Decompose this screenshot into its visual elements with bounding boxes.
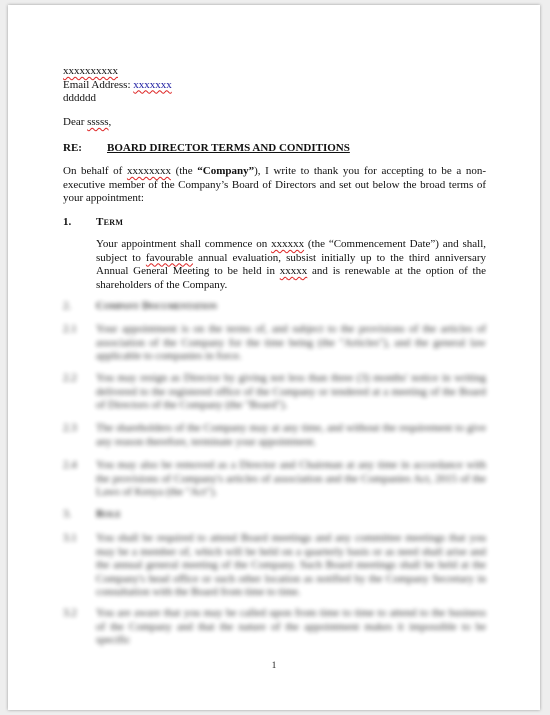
clause-2-3: The shareholders of the Company may at any time, and without the requirement to give any reason therefore, terminate your appointment. [96,422,486,448]
re-title: BOARD DIRECTOR TERMS AND CONDITIONS [107,142,350,154]
clause-3-1: You shall be required to attend Board meetings and any committee meetings that you may be a member of, which will be held on a quarterly basis or as need shall arise and the annual general meeting of the Company. Such Board meetings shall be held at the Company's head office or such other location as notified by the Company Secretary in consultation with the Board from time to time. [96,532,486,599]
email-label: Email Address: [63,78,131,91]
section-1-number: 1. [63,216,72,228]
salutation: Dear sssss, [63,116,112,128]
section-3-number: 3. [63,508,72,520]
clause-2-2-number: 2.2 [63,372,77,384]
clause-3-2-number: 3.2 [63,607,77,619]
clause-2-1: Your appointment is on the terms of, and subject to the provisions of the articles of association of the Company for the time being (the "Articles"), and the general law applicable to companies in force. [96,323,486,363]
salutation-name: sssss [87,116,109,128]
company-defined-term: “Company” [197,165,255,177]
clause-2-2: You may resign as Director by giving not less than three (3) months' notice in writing delivered to the registered office of the Company or tendered at a meeting of the Board of Directors of the Company (the "Board"). [96,372,486,412]
favourable-word: favourable [145,251,193,264]
company-placeholder: xxxxxxxx [126,165,171,177]
section-2-number: 2. [63,300,72,312]
term-paragraph: Your appointment shall commence on xxxxxx (the “Commencement Date”) and shall, subject to favourable annual evaluation, subsist initially up to the third anniversary Annual General Meeting to be held in xxxxx and is renewable at the option of the shareholders of the Company. [96,238,487,291]
page-number: 1 [271,660,277,670]
agm-year-placeholder: xxxxx [279,265,308,278]
section-1-title: Term [96,216,124,228]
clause-2-4: You may also be removed as a Director and Chairman at any time in accordance with the provisions of Company's articles of association and the Companies Act, 2015 of the Laws of Kenya (the "Act"). [96,459,486,499]
re-label: RE: [63,142,82,154]
address-line: dddddd [63,92,96,104]
recipient-name: xxxxxxxxxx [63,65,118,77]
section-3-title: Role [96,508,121,520]
recipient-address-block [63,65,172,106]
document-page [8,5,540,710]
clause-2-3-number: 2.3 [63,422,77,434]
section-2-title: Company Documentation [96,300,217,312]
email-value: xxxxxxx [133,78,172,91]
intro-paragraph: On behalf of xxxxxxxx (the “Company”), I write to thank you for accepting to be a non-executive member of the Company’s Board of Directors and set out below the broad terms of your appointment: [63,165,487,205]
commencement-date-placeholder: xxxxxx [271,238,305,250]
clause-2-4-number: 2.4 [63,459,77,471]
clause-3-1-number: 3.1 [63,532,77,544]
clause-2-1-number: 2.1 [63,323,77,335]
clause-3-2: You are aware that you may be called upon from time to time to attend to the business of the Company and that the nature of the appointment makes it impossible to be specific [96,607,486,647]
